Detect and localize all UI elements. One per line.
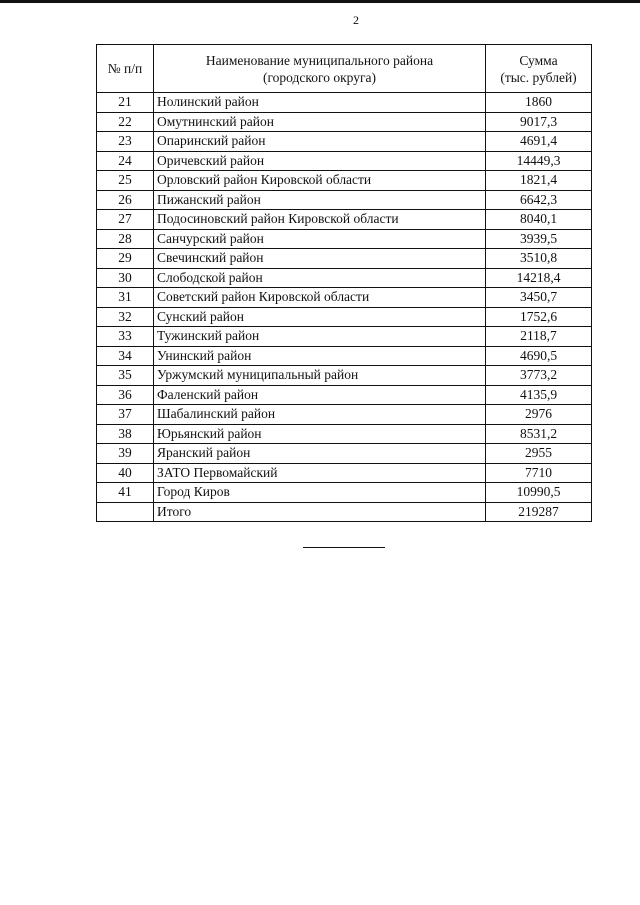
row-name: Оричевский район [154,151,486,171]
row-sum: 9017,3 [486,112,592,132]
row-num: 27 [97,210,154,230]
row-name: Тужинский район [154,327,486,347]
table-row [97,424,592,444]
row-name: Орловский район Кировской области [154,171,486,191]
header-num: № п/п [97,45,154,93]
table-row [97,463,592,483]
row-sum: 2976 [486,405,592,425]
row-name: Фаленский район [154,385,486,405]
row-name: Санчурский район [154,229,486,249]
row-name: Юрьянский район [154,424,486,444]
row-sum: 2955 [486,444,592,464]
row-sum: 3773,2 [486,366,592,386]
row-num: 34 [97,346,154,366]
row-sum: 219287 [486,502,592,522]
row-sum: 3510,8 [486,249,592,269]
row-sum: 7710 [486,463,592,483]
header-name-line1: Наименование муниципального района [205,52,434,68]
row-name: Шабалинский район [154,405,486,425]
table-row [97,268,592,288]
row-num: 40 [97,463,154,483]
header-name [154,45,486,93]
table-row [97,307,592,327]
row-num: 33 [97,327,154,347]
table-row [97,327,592,347]
row-sum: 8531,2 [486,424,592,444]
table-row [97,112,592,132]
table-row [97,405,592,425]
row-name: Унинский район [154,346,486,366]
row-name: Слободской район [154,268,486,288]
top-rule [0,0,640,3]
row-num: 25 [97,171,154,191]
row-sum: 1752,6 [486,307,592,327]
table-row [97,93,592,113]
table-row [97,483,592,503]
total-row [97,502,592,522]
row-num: 35 [97,366,154,386]
row-name: Уржумский муниципальный район [154,366,486,386]
row-num: 37 [97,405,154,425]
row-sum: 4690,5 [486,346,592,366]
allocation-table [96,44,592,522]
table-body [97,93,592,522]
table-row [97,210,592,230]
row-sum: 4135,9 [486,385,592,405]
table-row [97,288,592,308]
row-sum: 14449,3 [486,151,592,171]
end-line [303,547,385,548]
table-header [97,45,592,93]
row-num: 26 [97,190,154,210]
row-sum: 14218,4 [486,268,592,288]
row-sum: 6642,3 [486,190,592,210]
row-num: 39 [97,444,154,464]
row-num: 32 [97,307,154,327]
row-name: Яранский район [154,444,486,464]
table-row [97,171,592,191]
table-row [97,249,592,269]
row-sum: 3939,5 [486,229,592,249]
row-num: 41 [97,483,154,503]
row-sum: 3450,7 [486,288,592,308]
table-row [97,385,592,405]
row-sum: 10990,5 [486,483,592,503]
row-num: 36 [97,385,154,405]
table-row [97,366,592,386]
page-number: 2 [353,13,359,27]
table-row [97,151,592,171]
row-num: 29 [97,249,154,269]
row-num: 24 [97,151,154,171]
row-sum: 2118,7 [486,327,592,347]
header-sum-line1: Сумма [519,52,558,68]
table-row [97,346,592,366]
row-num [97,502,154,522]
row-name: Опаринский район [154,132,486,152]
table-row [97,444,592,464]
row-num: 31 [97,288,154,308]
row-name: Советский район Кировской области [154,288,486,308]
header-name-line2: (городского округа) [262,69,377,85]
header-sum-line2: (тыс. рублей) [500,69,577,85]
table-row [97,229,592,249]
row-name: Город Киров [154,483,486,503]
row-name: Итого [154,502,486,522]
row-num: 28 [97,229,154,249]
row-sum: 1821,4 [486,171,592,191]
row-num: 30 [97,268,154,288]
row-num: 23 [97,132,154,152]
row-name: Сунский район [154,307,486,327]
header-row [97,45,592,93]
row-name: ЗАТО Первомайский [154,463,486,483]
row-num: 21 [97,93,154,113]
table-row [97,132,592,152]
row-sum: 4691,4 [486,132,592,152]
table-row [97,190,592,210]
row-num: 38 [97,424,154,444]
row-name: Пижанский район [154,190,486,210]
row-sum: 1860 [486,93,592,113]
row-name: Омутнинский район [154,112,486,132]
row-num: 22 [97,112,154,132]
row-name: Свечинский район [154,249,486,269]
row-name: Подосиновский район Кировской области [154,210,486,230]
header-sum [486,45,592,93]
row-sum: 8040,1 [486,210,592,230]
row-name: Нолинский район [154,93,486,113]
